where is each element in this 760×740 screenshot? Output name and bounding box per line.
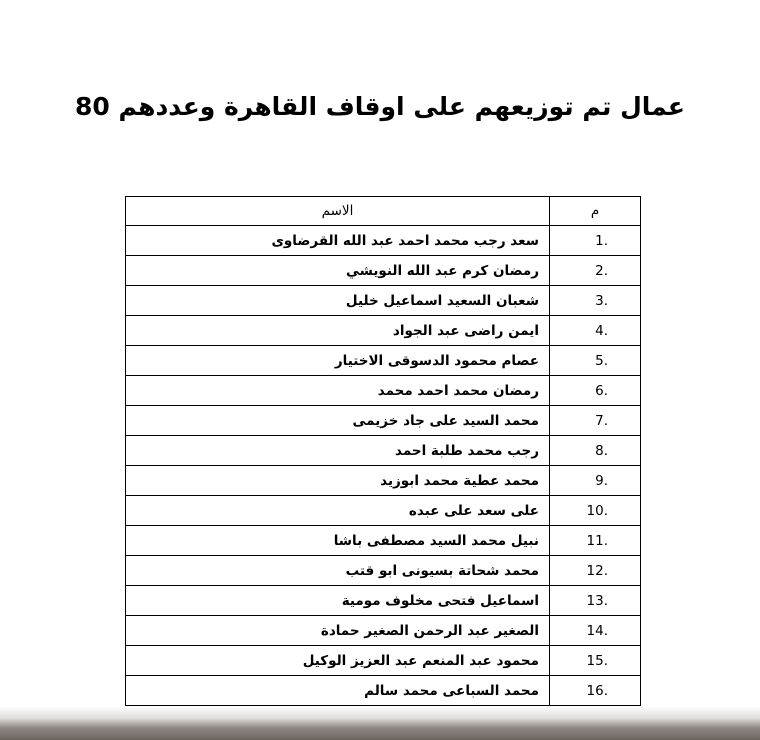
- table-row: [126, 436, 641, 466]
- row-name: الصغير عبد الرحمن الصغير حمادة: [126, 616, 550, 646]
- row-number-text: 15.: [586, 652, 608, 669]
- row-number: [550, 346, 641, 376]
- document-title: عمال تم توزيعهم على اوقاف القاهرة وعددهم 80: [75, 92, 685, 121]
- table-row: [126, 466, 641, 496]
- table-row: [126, 616, 641, 646]
- row-name: عصام محمود الدسوقى الاختيار: [126, 346, 550, 376]
- row-name: رمضان محمد احمد محمد: [126, 376, 550, 406]
- row-number: [550, 226, 641, 256]
- row-name: محمد السباعى محمد سالم: [126, 676, 550, 706]
- row-number: [550, 526, 641, 556]
- row-number-text: 3.: [595, 292, 608, 309]
- table-row: [126, 556, 641, 586]
- row-name: محمد السيد على جاد خزيمى: [126, 406, 550, 436]
- table-row: [126, 586, 641, 616]
- table-row: [126, 346, 641, 376]
- table-body: [126, 226, 641, 706]
- workers-table: [125, 196, 641, 706]
- row-number: [550, 436, 641, 466]
- row-number-text: 8.: [595, 442, 608, 459]
- row-number: [550, 316, 641, 346]
- table-row: [126, 286, 641, 316]
- row-name: رمضان كرم عبد الله النويشي: [126, 256, 550, 286]
- table-row: [126, 496, 641, 526]
- table-row: [126, 646, 641, 676]
- row-number: [550, 406, 641, 436]
- row-number-text: 1.: [595, 232, 608, 249]
- row-number: [550, 256, 641, 286]
- row-name: شعبان السعيد اسماعيل خليل: [126, 286, 550, 316]
- row-number-text: 10.: [586, 502, 608, 519]
- header-number: م: [550, 197, 641, 226]
- row-number: [550, 646, 641, 676]
- table-row: [126, 406, 641, 436]
- row-number-text: 4.: [595, 322, 608, 339]
- table-row: [126, 256, 641, 286]
- row-number-text: 14.: [586, 622, 608, 639]
- row-name: على سعد على عبده: [126, 496, 550, 526]
- row-number-text: 9.: [595, 472, 608, 489]
- row-number-text: 12.: [586, 562, 608, 579]
- row-number: [550, 556, 641, 586]
- table-row: [126, 376, 641, 406]
- bottom-edge-shadow: [0, 706, 760, 740]
- row-number: [550, 376, 641, 406]
- row-name: ايمن راضى عبد الجواد: [126, 316, 550, 346]
- row-name: اسماعيل فتحى مخلوف مومية: [126, 586, 550, 616]
- row-name: سعد رجب محمد احمد عبد الله القرضاوى: [126, 226, 550, 256]
- row-number-text: 16.: [586, 682, 608, 699]
- table-row: [126, 526, 641, 556]
- row-number-text: 5.: [595, 352, 608, 369]
- table-row: [126, 676, 641, 706]
- row-number-text: 7.: [595, 412, 608, 429]
- row-name: محمد شحاتة بسيونى ابو قتب: [126, 556, 550, 586]
- row-name: محمود عبد المنعم عبد العزيز الوكيل: [126, 646, 550, 676]
- table-header-row: [126, 197, 641, 226]
- header-name: الاسم: [126, 197, 550, 226]
- row-name: محمد عطية محمد ابوزيد: [126, 466, 550, 496]
- row-name: رجب محمد طلبة احمد: [126, 436, 550, 466]
- row-number: [550, 616, 641, 646]
- row-number: [550, 286, 641, 316]
- row-number: [550, 496, 641, 526]
- row-number-text: 11.: [586, 532, 608, 549]
- row-number-text: 2.: [595, 262, 608, 279]
- table-row: [126, 316, 641, 346]
- table-row: [126, 226, 641, 256]
- row-number: [550, 676, 641, 706]
- row-number: [550, 586, 641, 616]
- row-number-text: 13.: [586, 592, 608, 609]
- row-number: [550, 466, 641, 496]
- row-number-text: 6.: [595, 382, 608, 399]
- row-name: نبيل محمد السيد مصطفى باشا: [126, 526, 550, 556]
